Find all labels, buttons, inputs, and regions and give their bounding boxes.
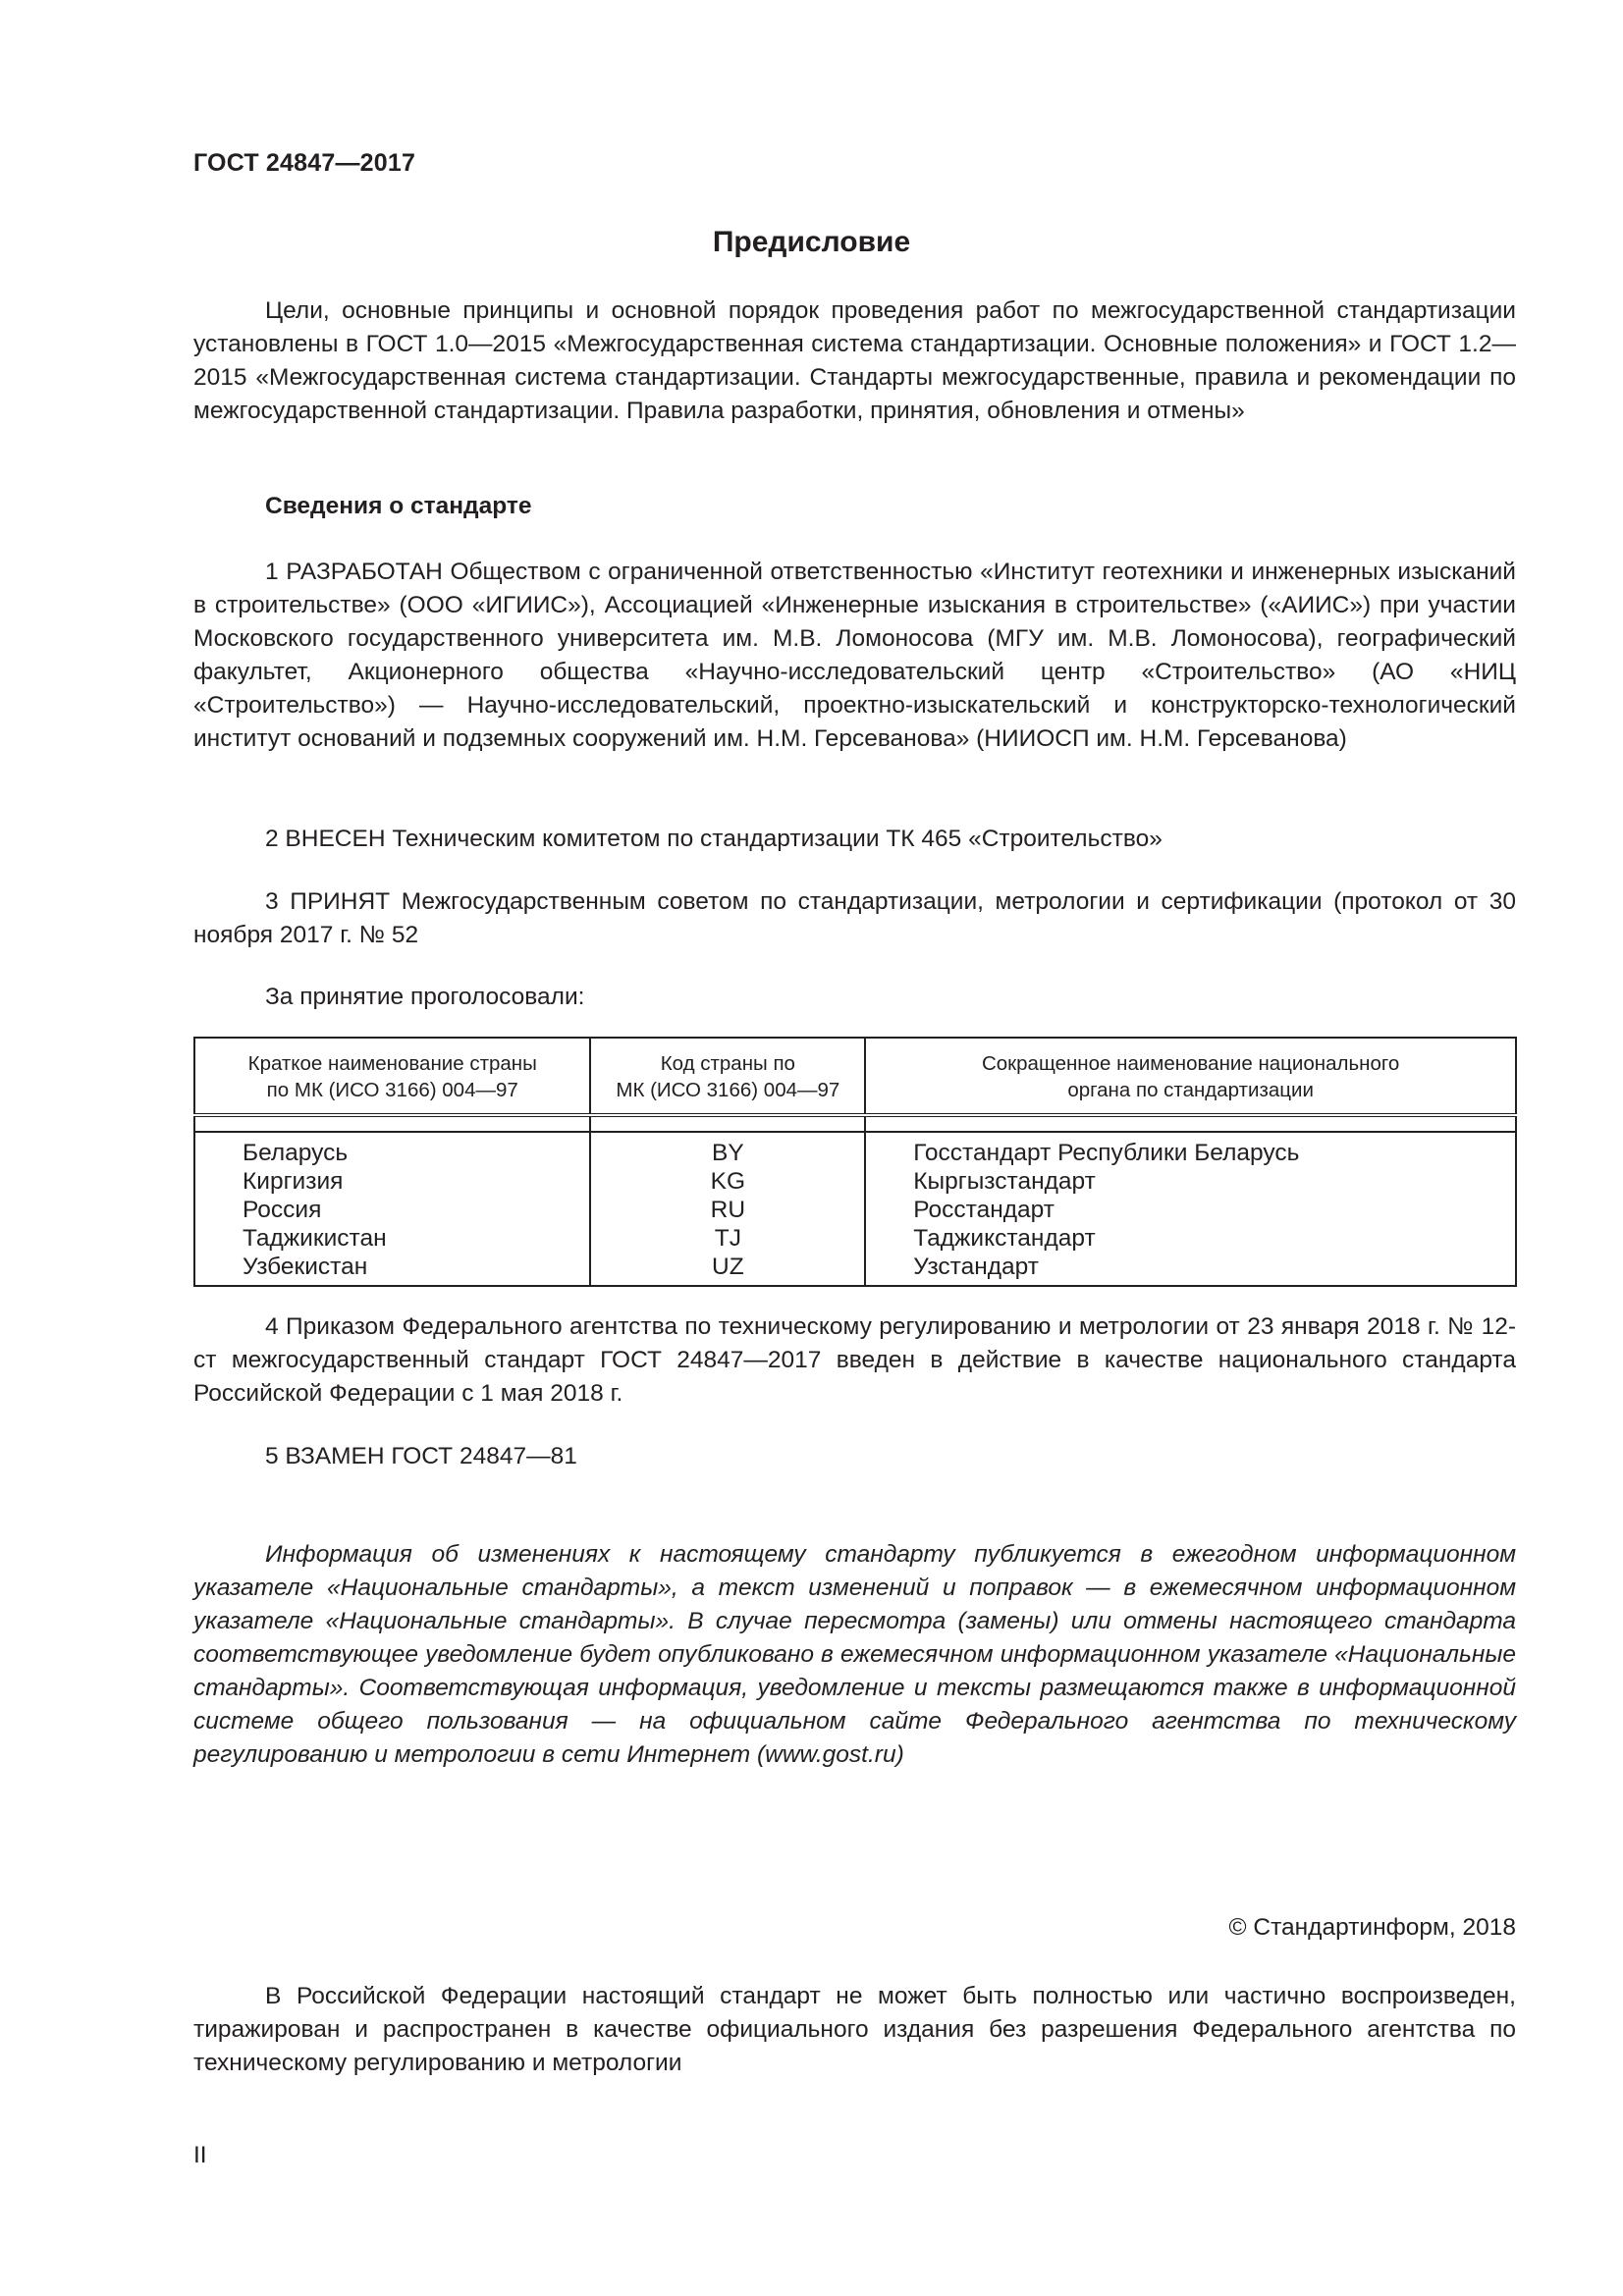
item-1-developed-by: 1 РАЗРАБОТАН Обществом с ограниченной ответственностью «Институт геотехники и инженерных изысканий в строительстве» (ООО «ИГИИС»), Ассоциацией «Инженерные изыскания в строительстве» («АИИС») при участии Московского государственного университета им. М.В. Ломоносова (МГУ им. М.В. Ломоносова), географический факультет, Акционерного общества «Научно-исследовательский центр «Строительство» (АО «НИЦ «Строительство») — Научно-исследовательский, проектно-изыскательский и конструкторско-технологический институт оснований и подземных сооружений им. Н.М. Герсеванова» (НИИОСП им. Н.М. Герсеванова) [193, 559, 1516, 752]
table-cell: Узбекистан [243, 1254, 368, 1280]
table-cell: Узстандарт [913, 1254, 1039, 1280]
intro-paragraph: Цели, основные принципы и основной порядок проведения работ по межгосударственной стандартизации установлены в ГОСТ 1.0—2015 «Межгосударственная система стандартизации. Основные положения» и ГОСТ 1.2—2015 «Межгосударственная система стандартизации. Стандарты межгосударственные, правила и рекомендации по межгосударственной стандартизации. Правила разработки, принятия, обновления и отмены» [193, 297, 1516, 424]
table-cell: KG [710, 1168, 746, 1195]
table-cell: UZ [712, 1254, 744, 1280]
table-cell: Росстандарт [913, 1197, 1055, 1223]
document-id-header: ГОСТ 24847—2017 [193, 149, 416, 177]
table-cell: Кыргызстандарт [913, 1168, 1096, 1195]
country-names-cell [194, 1132, 590, 1286]
table-cell: Госстандарт Республики Беларусь [913, 1140, 1300, 1166]
table-cell: Киргизия [243, 1168, 344, 1195]
voting-countries-table [193, 1037, 1517, 1287]
table-cell: Беларусь [243, 1140, 349, 1166]
table-cell: TJ [714, 1225, 741, 1252]
section-heading: Сведения о стандарте [265, 493, 532, 519]
table-cell: Россия [243, 1197, 322, 1223]
table-cell: Таджикстандарт [913, 1225, 1096, 1252]
voted-label: За принятие проголосовали: [265, 984, 585, 1010]
table-cell: RU [710, 1197, 746, 1223]
header-divider [194, 1115, 1516, 1132]
item-3-adopted-by: 3 ПРИНЯТ Межгосударственным советом по стандартизации, метрологии и сертификации (протокол от 30 ноября 2017 г. № 52 [193, 888, 1516, 948]
copyright-line: © Стандартинформ, 2018 [1228, 1914, 1516, 1941]
table-cell: BY [712, 1140, 744, 1166]
item-2-submitted-by: 2 ВНЕСЕН Техническим комитетом по стандартизации ТК 465 «Строительство» [265, 826, 1163, 852]
table-body-row [194, 1132, 1516, 1286]
national-bodies-cell [865, 1132, 1516, 1286]
header-country-code: Код страны по МК (ИСО 3166) 004—97 [590, 1038, 865, 1115]
table-cell: Таджикистан [243, 1225, 387, 1252]
page-number: II [193, 2142, 207, 2168]
reproduction-restriction: В Российской Федерации настоящий стандарт не может быть полностью или частично воспроизведен, тиражирован и распространен в качестве официального издания без разрешения Федерального агентства по техническому регулированию и метрологии [193, 1983, 1516, 2076]
item-5-replaces: 5 ВЗАМЕН ГОСТ 24847—81 [265, 1443, 577, 1469]
header-national-body: Сокращенное наименование национального органа по стандартизации [865, 1038, 1516, 1115]
page-title: Предисловие [712, 226, 911, 258]
table-header-row [194, 1038, 1516, 1115]
country-codes-cell [590, 1132, 865, 1286]
item-4-enacted: 4 Приказом Федерального агентства по техническому регулированию и метрологии от 23 января 2018 г. № 12-ст межгосударственный стандарт ГОСТ 24847—2017 введен в действие в качестве национального стандарта Российской Федерации с 1 мая 2018 г. [193, 1313, 1516, 1407]
change-notice: Информация об изменениях к настоящему стандарту публикуется в ежегодном информационном указателе «Национальные стандарты», а текст изменений и поправок — в ежемесячном информационном указателе «Национальные стандарты». В случае пересмотра (замены) или отмены настоящего стандарта соответствующее уведомление будет опубликовано в ежемесячном информационном указателе «Национальные стандарты». Соответствующая информация, уведомление и тексты размещаются также в информационной системе общего пользования — на официальном сайте Федерального агентства по техническому регулированию и метрологии в сети Интернет (www.gost.ru) [193, 1541, 1516, 1768]
header-country-name: Краткое наименование страны по МК (ИСО 3166) 004—97 [194, 1038, 590, 1115]
